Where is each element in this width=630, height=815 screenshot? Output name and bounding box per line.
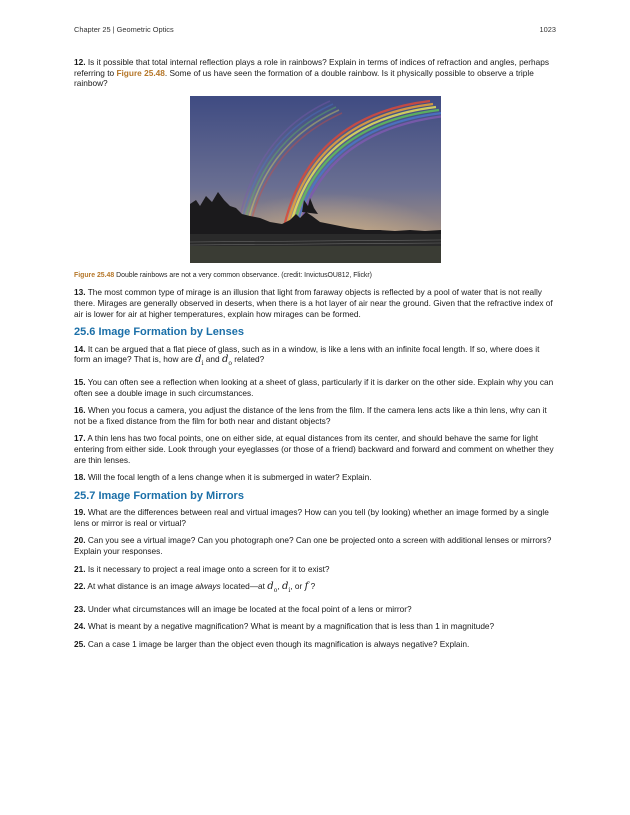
- question-12: [74, 57, 558, 89]
- question-number: 23.: [74, 603, 86, 614]
- section-heading-mirrors: 25.7 Image Formation by Mirrors: [74, 489, 244, 502]
- question-22: 22. At what distance is an image always located—at $d_o$, $d_i$, or f ?: [74, 581, 316, 595]
- question-number: 21.: [74, 563, 86, 574]
- math-di: $d_i$: [281, 581, 291, 595]
- figure-link[interactable]: Figure 25.48: [116, 67, 165, 78]
- question-text: . Some of us have seen the formation of a double rainbow. Is it physically possible to observe a triple rainbow?: [74, 67, 534, 89]
- figure-caption: [74, 271, 558, 282]
- question-number: 15.: [74, 376, 86, 387]
- question-text: What are the differences between real and virtual images? How can you tell (by looking) whether an image formed by a single lens or mirror is real or virtual?: [74, 507, 549, 528]
- question-20: [74, 535, 558, 556]
- question-number: 19.: [74, 507, 86, 518]
- question-text: At what distance is an image: [87, 581, 196, 592]
- section-heading-lenses: 25.6 Image Formation by Lenses: [74, 326, 244, 339]
- figure-label: Figure 25.48: [74, 271, 115, 279]
- question-text: located—at: [220, 581, 268, 592]
- chapter-title: Chapter 25 | Geometric Optics: [74, 25, 174, 34]
- question-text: You can often see a reflection when looking at a sheet of glass, particularly if it is darker on the other side. Explain why you can often see a double image in such circumstances.: [74, 376, 554, 398]
- question-text: What is meant by a negative magnification? What is meant by a magnification that is less than 1 in magnitude?: [87, 621, 495, 632]
- question-text: Is it necessary to project a real image onto a screen for it to exist?: [87, 563, 330, 574]
- math-di: $d_i$: [195, 354, 204, 368]
- question-number: 18.: [74, 472, 86, 483]
- emphasis-always: always: [195, 581, 221, 592]
- question-text: A thin lens has two focal points, one on either side, at equal distances from its center, and should behave the same for light entering from either side. Look through your eyeglasses (or those of a friend) backward and forward and comment on whether they are thin lenses.: [74, 433, 554, 465]
- question-text: ?: [308, 581, 316, 592]
- question-number: 20.: [74, 535, 86, 546]
- question-text: Under what circumstances will an image be located at the focal point of a lens or mirror?: [87, 603, 412, 614]
- question-21: [74, 564, 558, 575]
- question-17: [74, 433, 558, 465]
- question-23: [74, 604, 558, 615]
- question-text: It can be argued that a flat piece of glass, such as in a window, is like a lens with an infinite focal length. If so, where does it form an image? That is, how are: [74, 343, 540, 365]
- caption-text: Double rainbows are not a very common observance. (credit: InvictusOU812, Flickr): [114, 271, 372, 279]
- math-do: $d_o$: [267, 581, 278, 595]
- question-number: 24.: [74, 621, 86, 632]
- question-number: 16.: [74, 405, 86, 416]
- question-number: 17.: [74, 433, 86, 444]
- question-text: related?: [231, 354, 265, 365]
- rainbow-photo: [190, 96, 441, 263]
- question-15: [74, 377, 558, 398]
- page-header: [74, 25, 556, 34]
- question-24: [74, 621, 558, 632]
- question-25: [74, 639, 558, 650]
- question-text: When you focus a camera, you adjust the distance of the lens from the film. If the camera lens acts like a thin lens, why can it not be a fixed distance from the film for both near and distant objects?: [74, 405, 547, 426]
- math-do: $d_o$: [221, 354, 232, 368]
- question-text: The most common type of mirage is an illusion that light from faraway objects is reflected by a pool of water that is not really there. Mirages are generally observed in deserts, when there is a hot layer of air near the ground. Given that the refractive index of air is lower for air at higher temperatures, explain how mirages can be formed.: [74, 287, 553, 319]
- question-text: Will the focal length of a lens change when it is submerged in water? Explain.: [87, 472, 372, 483]
- question-13: [74, 287, 558, 319]
- question-19: [74, 507, 558, 528]
- question-number: 22.: [74, 581, 86, 592]
- question-number: 13.: [74, 287, 86, 298]
- question-number: 12.: [74, 57, 86, 67]
- page-content: [74, 57, 558, 657]
- question-number: 14.: [74, 343, 86, 354]
- math-f: f: [304, 581, 309, 593]
- page-number: 1023: [539, 25, 556, 34]
- question-text: Can you see a virtual image? Can you photograph one? Can one be projected onto a screen with additional lenses or mirrors? Explain your responses.: [74, 535, 552, 557]
- question-14: 14. It can be argued that a flat piece of glass, such as in a window, is like a lens with an infinite focal length. If so, where does it form an image? That is, how are $d_i$ and $d_o$ related?: [74, 343, 540, 368]
- question-text: Can a case 1 image be larger than the object even though its magnification is always negative? Explain.: [87, 639, 470, 650]
- question-number: 25.: [74, 639, 86, 650]
- question-18: [74, 472, 558, 483]
- question-16: [74, 405, 558, 426]
- question-text: Is it possible that total internal reflection plays a role in rainbows? Explain in terms of indices of refraction and angles, perhaps referring to: [74, 57, 550, 78]
